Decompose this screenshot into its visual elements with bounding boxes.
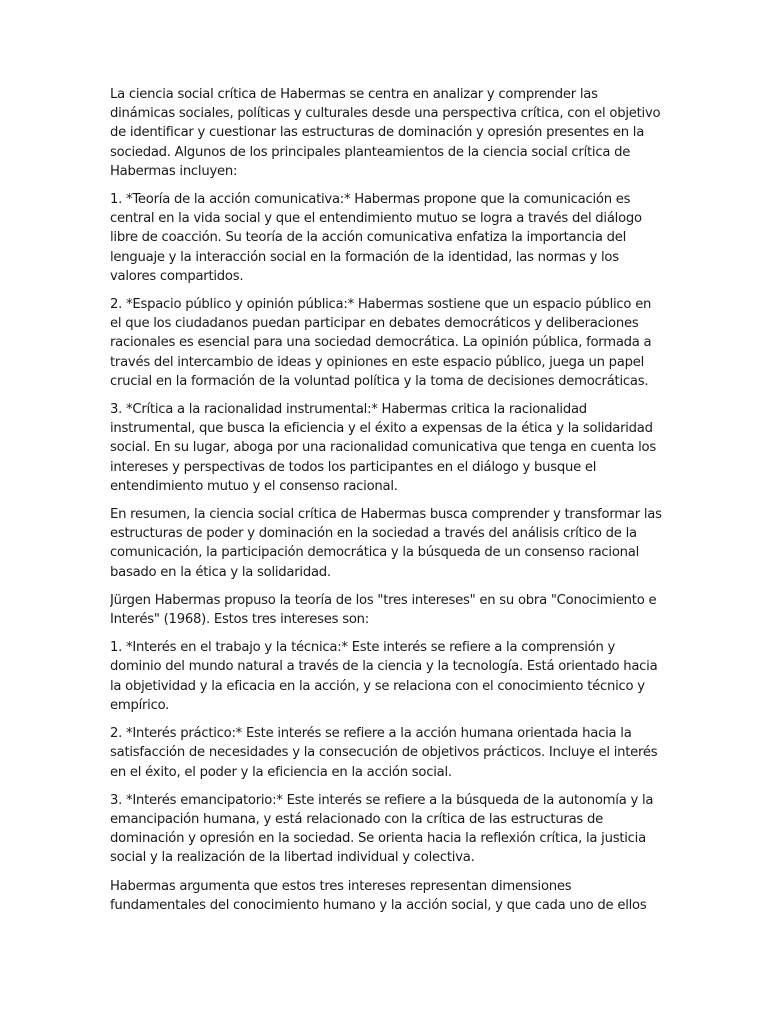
document-body [110, 85, 662, 925]
paragraph-accion-comunicativa: 1. *Teoría de la acción comunicativa:* Habermas propone que la comunicación es central en la vida social y que el entendimiento mutuo se logra a través del diálogo libre de coacción. Su teoría de la acción comunicativa enfatiza la importancia del lenguaje y la interacción social en la formación de la identidad, las normas y los valores compartidos. [110, 192, 642, 284]
paragraph-interes-tecnico: 1. *Interés en el trabajo y la técnica:* Este interés se refiere a la comprensión y dominio del mundo natural a través de la ciencia y la tecnología. Está orientado hacia la objetividad y la eficacia en la acción, y se relaciona con el conocimiento técnico y empírico. [110, 640, 658, 713]
paragraph-racionalidad-instrumental: 3. *Crítica a la racionalidad instrumental:* Habermas critica la racionalidad instrumental, que busca la eficiencia y el éxito a expensas de la ética y la solidaridad social. En su lugar, aboga por una racionalidad comunicativa que tenga en cuenta los intereses y perspectivas de todos los participantes en el diálogo y busque el entendimiento mutuo y el consenso racional. [110, 402, 656, 494]
paragraph-interes-practico: 2. *Interés práctico:* Este interés se refiere a la acción humana orientada hacia la satisfacción de necesidades y la consecución de objetivos prácticos. Incluye el interés en el éxito, el poder y la eficiencia en la acción social. [110, 726, 658, 780]
paragraph-conclusion: Habermas argumenta que estos tres intereses representan dimensiones fundamentales del conocimiento humano y la acción social, y que cada uno de ellos [110, 878, 647, 913]
paragraph-intro: La ciencia social crítica de Habermas se centra en analizar y comprender las dinámicas sociales, políticas y culturales desde una perspectiva crítica, con el objetivo de identificar y cuestionar las estructuras de dominación y opresión presentes en la sociedad. Algunos de los principales planteamientos de la ciencia social crítica de Habermas incluyen: [110, 87, 661, 179]
paragraph-espacio-publico: 2. *Espacio público y opinión pública:* Habermas sostiene que un espacio público en el que los ciudadanos puedan participar en debates democráticos y deliberaciones racionales es esencial para una sociedad democrática. La opinión pública, formada a través del intercambio de ideas y opiniones en este espacio público, juega un papel crucial en la formación de la voluntad política y la toma de decisiones democráticas. [110, 297, 652, 389]
paragraph-resumen: En resumen, la ciencia social crítica de Habermas busca comprender y transformar las estructuras de poder y dominación en la sociedad a través del análisis crítico de la comunicación, la participación democrática y la búsqueda de un consenso racional basado en la ética y la solidaridad. [110, 507, 662, 580]
paragraph-interes-emancipatorio: 3. *Interés emancipatorio:* Este interés se refiere a la búsqueda de la autonomía y la emancipación humana, y está relacionado con la crítica de las estructuras de dominación y opresión en la sociedad. Se orienta hacia la reflexión crítica, la justicia social y la realización de la libertad individual y colectiva. [110, 792, 654, 866]
paragraph-tres-intereses: Jürgen Habermas propuso la teoría de los "tres intereses" en su obra "Conocimiento e Interés" (1968). Estos tres intereses son: [110, 592, 657, 628]
